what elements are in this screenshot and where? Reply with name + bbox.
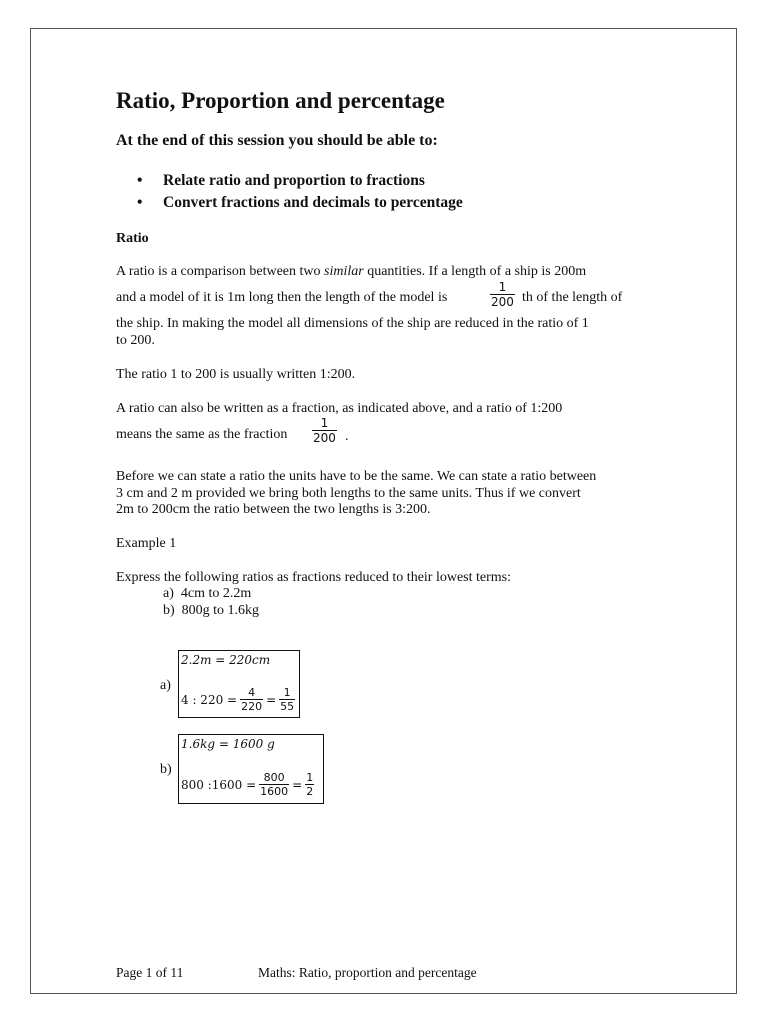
answer-a-label: a) bbox=[160, 678, 171, 693]
list-text: 800g to 1.6kg bbox=[181, 603, 260, 618]
equals-sign: = bbox=[266, 693, 277, 707]
answer-a-equation bbox=[181, 687, 295, 713]
list-marker: b) bbox=[163, 603, 175, 618]
equation-lhs: 800 :1600 = bbox=[181, 778, 257, 792]
example-heading: Example 1 bbox=[116, 536, 177, 551]
para1-line4: to 200. bbox=[116, 333, 155, 348]
emphasis-text: similar bbox=[324, 264, 364, 279]
fraction-numerator: 1 bbox=[498, 280, 507, 294]
fraction bbox=[259, 772, 289, 798]
para1-line3: the ship. In making the model all dimensions of the ship are reduced in the ratio of 1 bbox=[116, 316, 589, 331]
para1-line2-end: th of the length of bbox=[522, 290, 623, 305]
fraction-denominator: 2 bbox=[306, 785, 314, 798]
answer-a-box bbox=[178, 650, 300, 718]
fraction-numerator: 1 bbox=[283, 686, 291, 699]
page-title: Ratio, Proportion and percentage bbox=[116, 88, 445, 113]
list-text: 4cm to 2.2m bbox=[180, 586, 252, 601]
fraction-denominator: 1600 bbox=[260, 785, 289, 798]
answer-a-conversion: 2.2m = 220cm bbox=[181, 653, 271, 667]
text-run: quantities. If a length of a ship is 200m bbox=[363, 264, 587, 279]
fraction-numerator: 800 bbox=[263, 771, 285, 784]
fraction-denominator: 55 bbox=[280, 700, 295, 713]
list-marker: a) bbox=[163, 586, 174, 601]
section-heading-ratio: Ratio bbox=[116, 231, 149, 246]
example-item-b bbox=[163, 602, 259, 620]
objective-item bbox=[116, 170, 463, 192]
para3-line1: A ratio can also be written as a fraction, as indicated above, and a ratio of 1:200 bbox=[116, 401, 563, 416]
equals-sign: = bbox=[292, 778, 303, 792]
fraction bbox=[240, 687, 263, 713]
para4-line1: Before we can state a ratio the units have to be the same. We can state a ratio between bbox=[116, 469, 597, 484]
para1-line2-start: and a model of it is 1m long then the length of the model is bbox=[116, 290, 448, 305]
para2: The ratio 1 to 200 is usually written 1:200. bbox=[116, 367, 356, 382]
para1-line1 bbox=[116, 263, 656, 281]
fraction-denominator: 200 bbox=[313, 431, 336, 445]
para3-line2: means the same as the fraction bbox=[116, 427, 288, 442]
fraction-denominator: 220 bbox=[241, 700, 263, 713]
example-intro: Express the following ratios as fractions reduced to their lowest terms: bbox=[116, 570, 512, 585]
footer-subject: Maths: Ratio, proportion and percentage bbox=[258, 965, 477, 980]
objective-item bbox=[116, 192, 463, 214]
fraction-1-200 bbox=[490, 280, 515, 310]
fraction-numerator: 1 bbox=[306, 771, 314, 784]
objectives-list bbox=[116, 170, 463, 214]
answer-b-label: b) bbox=[160, 762, 172, 777]
example-item-a bbox=[163, 585, 251, 603]
answer-b-box bbox=[178, 734, 324, 804]
footer-page-number: Page 1 of 11 bbox=[116, 965, 184, 980]
objective-text: Relate ratio and proportion to fractions bbox=[163, 172, 425, 189]
text-run: A ratio is a comparison between two bbox=[116, 264, 325, 279]
fraction-denominator: 200 bbox=[491, 295, 514, 309]
answer-b-equation bbox=[181, 772, 314, 798]
para4-line2: 3 cm and 2 m provided we bring both lengths to the same units. Thus if we convert bbox=[116, 486, 581, 501]
fraction-numerator: 1 bbox=[320, 416, 329, 430]
fraction-numerator: 4 bbox=[248, 686, 256, 699]
session-goals-heading: At the end of this session you should be able to: bbox=[116, 132, 438, 149]
objective-text: Convert fractions and decimals to percentage bbox=[163, 194, 463, 211]
para3-period: . bbox=[345, 429, 349, 444]
bullet-icon: • bbox=[137, 194, 143, 211]
answer-b-conversion: 1.6kg = 1600 g bbox=[181, 737, 275, 751]
fraction-1-200-b bbox=[312, 416, 337, 446]
fraction bbox=[279, 687, 295, 713]
para4-line3: 2m to 200cm the ratio between the two lengths is 3:200. bbox=[116, 502, 431, 517]
fraction bbox=[305, 772, 314, 798]
equation-lhs: 4 : 220 = bbox=[181, 693, 238, 707]
bullet-icon: • bbox=[137, 172, 143, 189]
